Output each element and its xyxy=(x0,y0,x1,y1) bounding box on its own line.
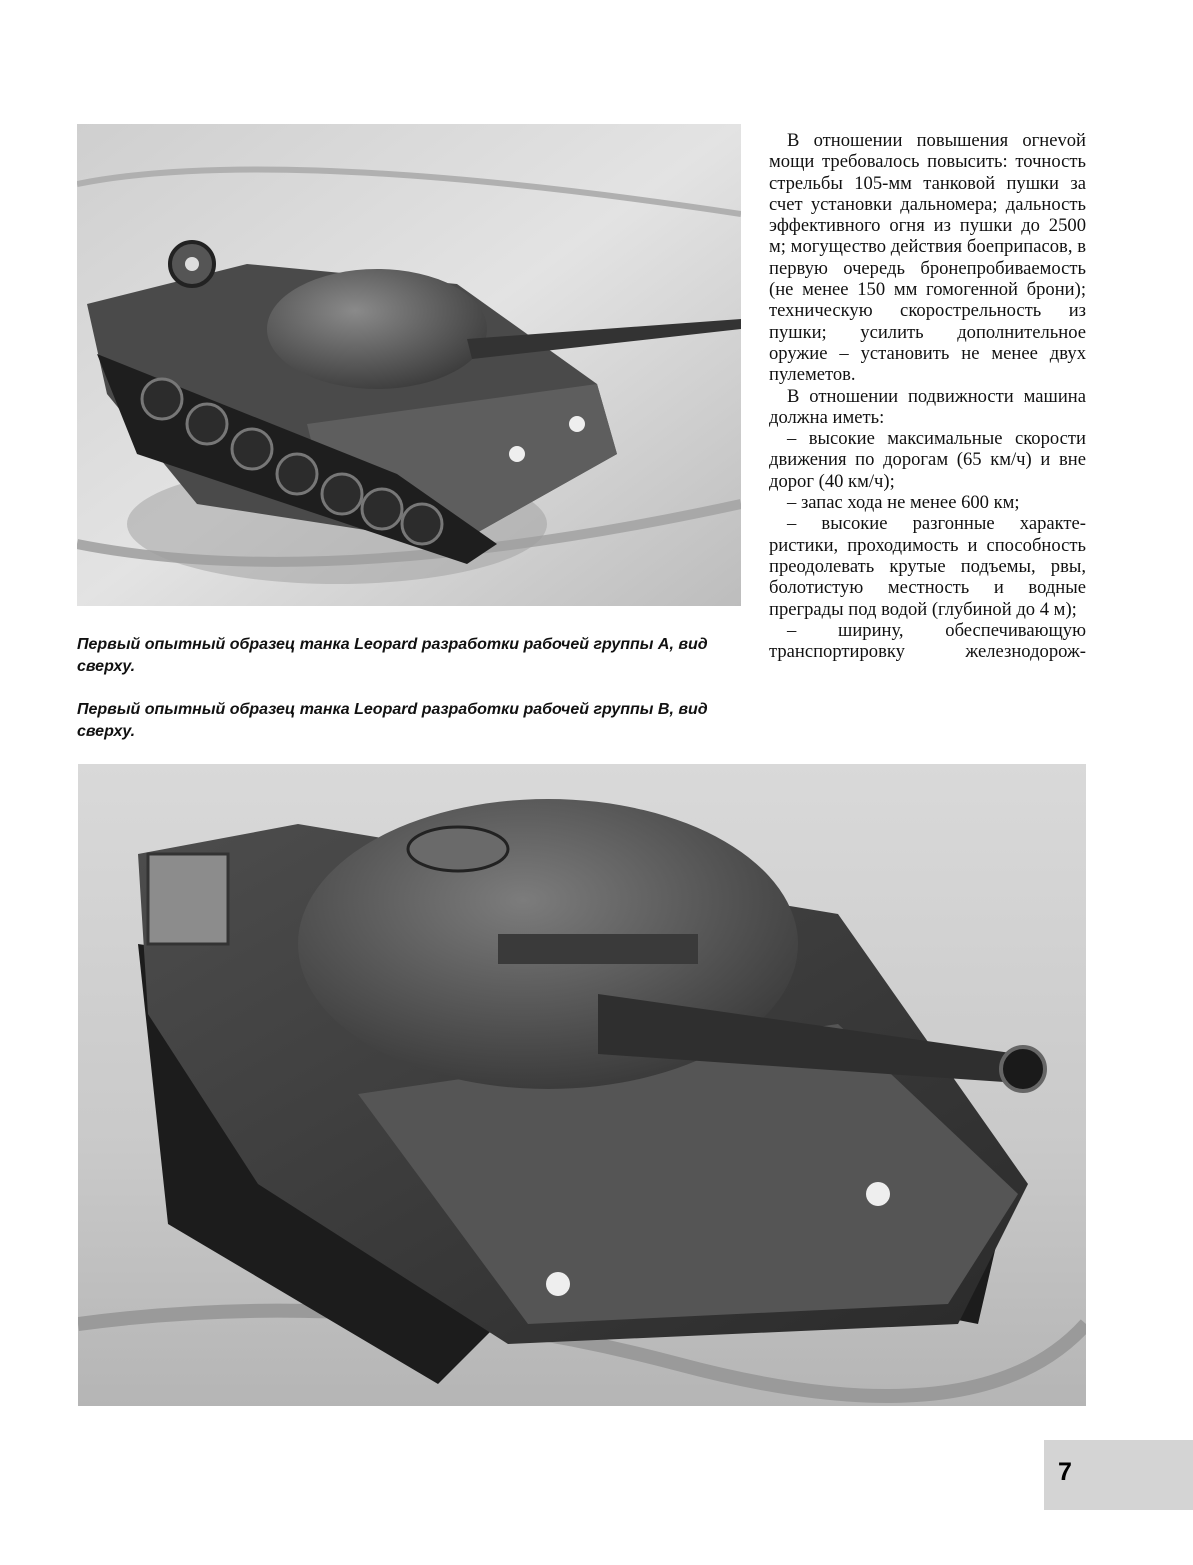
body-paragraph: В отношении подвижности машина должна иметь: xyxy=(769,385,1086,428)
tank-photo-group-a xyxy=(77,124,741,606)
tank-photo-group-b xyxy=(78,764,1086,1406)
body-paragraph: – высокие разгонные характеристики, проходимость и способность преодолевать крутые подъемы, рвы, болотистую местность и водные преграды под водой (глубиной до 4 м); xyxy=(769,513,1086,620)
body-paragraph: – запас хода не менее 600 км; xyxy=(787,492,1020,514)
body-paragraph: – ширину, обеспечивающую транспортировку железнодорож- xyxy=(769,619,1086,663)
caption-group-a: Первый опытный образец танка Leopard разработки рабочей группы А, вид сверху. xyxy=(77,636,708,675)
caption-group-b: Первый опытный образец танка Leopard разработки рабочей группы В, вид сверху. xyxy=(77,701,708,740)
page-number-tab xyxy=(1044,1440,1193,1510)
tank-photo-icon xyxy=(78,764,1086,1406)
page-number: 7 xyxy=(1058,1458,1072,1486)
body-text-column xyxy=(769,130,1086,662)
body-paragraph: В отношении повышения огнеvой мощи требовалось повысить: точность стрельбы 105-мм танковой пушки за счет установки дальномера; дальность эффективного огня из пушки до 2500 м; могущество действия боеприпасов, в первую очередь бронепробиваемость (не менее 150 мм гомогенной брони); техническую скорострельность из пушки; усилить дополнительное оружие – установить не менее двух пулеметов. xyxy=(769,130,1086,386)
photo-captions xyxy=(77,634,727,764)
body-paragraph: – высокие максимальные скорости движения по дорогам (65 км/ч) и вне дорог (40 км/ч); xyxy=(769,428,1086,492)
tank-photo-icon xyxy=(77,124,741,606)
